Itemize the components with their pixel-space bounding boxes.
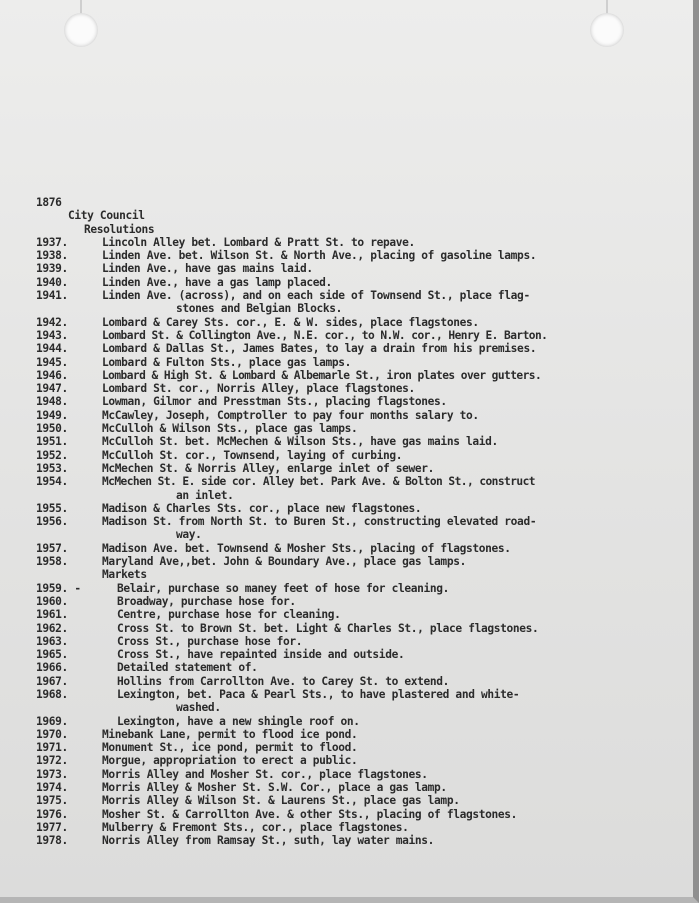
entry-number: 1965.: [36, 648, 68, 662]
heading-line: [36, 209, 691, 222]
typed-document: [36, 196, 691, 848]
entry-text: Lombard & Fulton Sts., place gas lamps.: [102, 355, 352, 369]
entry-text: Lincoln Alley bet. Lombard & Pratt St. to repave.: [102, 235, 415, 249]
entry-line: [36, 675, 691, 688]
entry-line: [36, 276, 691, 289]
entry-line: [36, 661, 691, 674]
binder-mark: [80, 0, 82, 14]
entry-text: Detailed statement of.: [117, 661, 258, 675]
entry-number: 1945.: [36, 355, 68, 369]
entry-text: Cross St., have repainted inside and outside.: [117, 648, 405, 662]
entry-line: [36, 568, 691, 581]
entry-number: 1951.: [36, 435, 68, 449]
entry-line: [36, 289, 691, 302]
entry-text: Broadway, purchase hose for.: [117, 594, 296, 608]
entry-line: [36, 329, 691, 342]
entry-number: 1937.: [36, 235, 68, 249]
punch-hole: [64, 13, 98, 47]
entry-text: Centre, purchase hose for cleaning.: [117, 608, 341, 622]
entry-number: 1960.: [36, 594, 68, 608]
entry-number: 1959. -: [36, 581, 81, 595]
entry-line: [36, 555, 691, 568]
entry-text: Linden Ave. (across), and on each side of Townsend St., place flag-: [102, 289, 530, 303]
entry-line: [36, 502, 691, 515]
entry-line: [36, 622, 691, 635]
entry-line: [36, 754, 691, 767]
entry-number: 1938.: [36, 249, 68, 263]
entry-number: 1942.: [36, 315, 68, 329]
entry-number: 1961.: [36, 608, 68, 622]
entry-line: [36, 515, 691, 528]
entry-number: 1940.: [36, 275, 68, 289]
entry-text: Lowman, Gilmor and Presstman Sts., placing flagstones.: [102, 395, 447, 409]
entry-number: 1952.: [36, 448, 68, 462]
entry-number: 1956.: [36, 515, 68, 529]
entry-text: Morris Alley & Mosher St. S.W. Cor., place a gas lamp.: [102, 781, 447, 795]
entry-line: [36, 462, 691, 475]
entry-line: [36, 582, 691, 595]
entry-number: 1978.: [36, 834, 68, 848]
heading: City Council: [68, 209, 145, 223]
subheading: Resolutions: [84, 222, 155, 236]
entry-line: [36, 821, 691, 834]
entry-line: [36, 595, 691, 608]
section-heading: Markets: [102, 568, 147, 582]
entry-number: 1974.: [36, 781, 68, 795]
entry-number: 1944.: [36, 342, 68, 356]
entry-continuation-line: [36, 701, 691, 714]
entry-text: Monument St., ice pond, permit to flood.: [102, 741, 358, 755]
entry-text: Morgue, appropriation to erect a public.: [102, 754, 358, 768]
entry-text: McCawley, Joseph, Comptroller to pay four months salary to.: [102, 408, 479, 422]
entry-number: 1947.: [36, 382, 68, 396]
entry-text: Lexington, bet. Paca & Pearl Sts., to have plastered and white-: [117, 687, 520, 701]
entry-text: Linden Ave., have a gas lamp placed.: [102, 275, 332, 289]
entry-line: [36, 808, 691, 821]
entry-number: 1968.: [36, 687, 68, 701]
subheading-line: [36, 223, 691, 236]
entry-number: 1971.: [36, 741, 68, 755]
entry-line: [36, 395, 691, 408]
entry-line: [36, 608, 691, 621]
entry-line: [36, 542, 691, 555]
entry-number: 1976.: [36, 807, 68, 821]
entry-text: Maryland Ave,,bet. John & Boundary Ave., place gas lamps.: [102, 555, 466, 569]
entry-text: Lexington, have a new shingle roof on.: [117, 714, 360, 728]
binder-mark: [606, 0, 608, 14]
entry-line: [36, 794, 691, 807]
entry-line: [36, 768, 691, 781]
entry-line: [36, 422, 691, 435]
entry-continuation: stones and Belgian Blocks.: [176, 302, 343, 316]
entry-text: Lombard & High St. & Lombard & Albemarle St., iron plates over gutters.: [102, 368, 542, 382]
entry-number: 1943.: [36, 328, 68, 342]
entry-text: Lombard St. & Collington Ave., N.E. cor., to N.W. cor., Henry E. Barton.: [102, 328, 548, 342]
entry-line: [36, 249, 691, 262]
entry-text: Mulberry & Fremont Sts., cor., place flagstones.: [102, 820, 409, 834]
entry-text: McCulloh & Wilson Sts., place gas lamps.: [102, 422, 358, 436]
entry-text: McMechen St. E. side cor. Alley bet. Park Ave. & Bolton St., construct: [102, 475, 535, 489]
year-line: [36, 196, 691, 209]
entry-continuation-line: [36, 528, 691, 541]
entry-number: 1949.: [36, 408, 68, 422]
entry-number: 1953.: [36, 461, 68, 475]
entry-text: Lombard & Dallas St., James Bates, to lay a drain from his premises.: [102, 342, 537, 356]
entry-text: Madison Ave. bet. Townsend & Mosher Sts., placing of flagstones.: [102, 541, 511, 555]
entry-number: 1950.: [36, 422, 68, 436]
entry-continuation: way.: [176, 528, 202, 542]
entry-line: [36, 475, 691, 488]
entry-text: Linden Ave., have gas mains laid.: [102, 262, 313, 276]
entry-number: 1972.: [36, 754, 68, 768]
entry-text: Cross St., purchase hose for.: [117, 634, 303, 648]
entry-text: Belair, purchase so maney feet of hose for cleaning.: [117, 581, 450, 595]
entry-line: [36, 834, 691, 847]
entry-continuation-line: [36, 489, 691, 502]
entry-line: [36, 728, 691, 741]
entry-number: 1957.: [36, 541, 68, 555]
entry-text: Madison St. from North St. to Buren St., constructing elevated road-: [102, 515, 537, 529]
entry-number: 1969.: [36, 714, 68, 728]
entry-text: Madison & Charles Sts. cor., place new flagstones.: [102, 501, 422, 515]
entry-text: Cross St. to Brown St. bet. Light & Charles St., place flagstones.: [117, 621, 539, 635]
entry-line: [36, 715, 691, 728]
entry-continuation-line: [36, 302, 691, 315]
entry-line: [36, 648, 691, 661]
entry-number: 1975.: [36, 794, 68, 808]
year: 1876: [36, 196, 62, 209]
entry-number: 1939.: [36, 262, 68, 276]
entry-line: [36, 409, 691, 422]
entry-text: Lombard & Carey Sts. cor., E. & W. sides, place flagstones.: [102, 315, 479, 329]
entry-continuation: an inlet.: [176, 488, 234, 502]
entry-number: 1946.: [36, 368, 68, 382]
entry-line: [36, 435, 691, 448]
entry-text: Morris Alley & Wilson St. & Laurens St., place gas lamp.: [102, 794, 460, 808]
entry-number: 1958.: [36, 555, 68, 569]
entry-number: 1948.: [36, 395, 68, 409]
entry-number: 1954.: [36, 475, 68, 489]
entry-line: [36, 356, 691, 369]
entry-line: [36, 781, 691, 794]
entry-number: 1941.: [36, 289, 68, 303]
entry-text: Hollins from Carrollton Ave. to Carey St. to extend.: [117, 674, 450, 688]
entry-text: Mosher St. & Carrollton Ave. & other Sts., placing of flagstones.: [102, 807, 518, 821]
entry-text: McCulloh St. cor., Townsend, laying of curbing.: [102, 448, 403, 462]
entry-text: Morris Alley and Mosher St. cor., place flagstones.: [102, 767, 428, 781]
punch-hole: [590, 13, 624, 47]
entry-line: [36, 382, 691, 395]
entry-text: Lombard St. cor., Norris Alley, place flagstones.: [102, 382, 415, 396]
entry-number: 1967.: [36, 674, 68, 688]
entry-line: [36, 342, 691, 355]
entry-line: [36, 316, 691, 329]
entry-text: McMechen St. & Norris Alley, enlarge inlet of sewer.: [102, 461, 435, 475]
entry-number: 1973.: [36, 767, 68, 781]
entry-line: [36, 369, 691, 382]
entry-text: Linden Ave. bet. Wilson St. & North Ave., placing of gasoline lamps.: [102, 249, 537, 263]
entry-text: McCulloh St. bet. McMechen & Wilson Sts., have gas mains laid.: [102, 435, 498, 449]
entry-text: Minebank Lane, permit to flood ice pond.: [102, 727, 358, 741]
entry-number: 1966.: [36, 661, 68, 675]
entry-line: [36, 262, 691, 275]
entry-line: [36, 236, 691, 249]
entry-number: 1962.: [36, 621, 68, 635]
entry-text: Norris Alley from Ramsay St., suth, lay water mains.: [102, 834, 435, 848]
entry-number: 1963.: [36, 634, 68, 648]
entry-line: [36, 688, 691, 701]
entry-line: [36, 741, 691, 754]
entry-line: [36, 449, 691, 462]
entry-number: 1955.: [36, 501, 68, 515]
entry-number: 1970.: [36, 727, 68, 741]
entry-number: 1977.: [36, 820, 68, 834]
entry-line: [36, 635, 691, 648]
entry-continuation: washed.: [176, 701, 221, 715]
